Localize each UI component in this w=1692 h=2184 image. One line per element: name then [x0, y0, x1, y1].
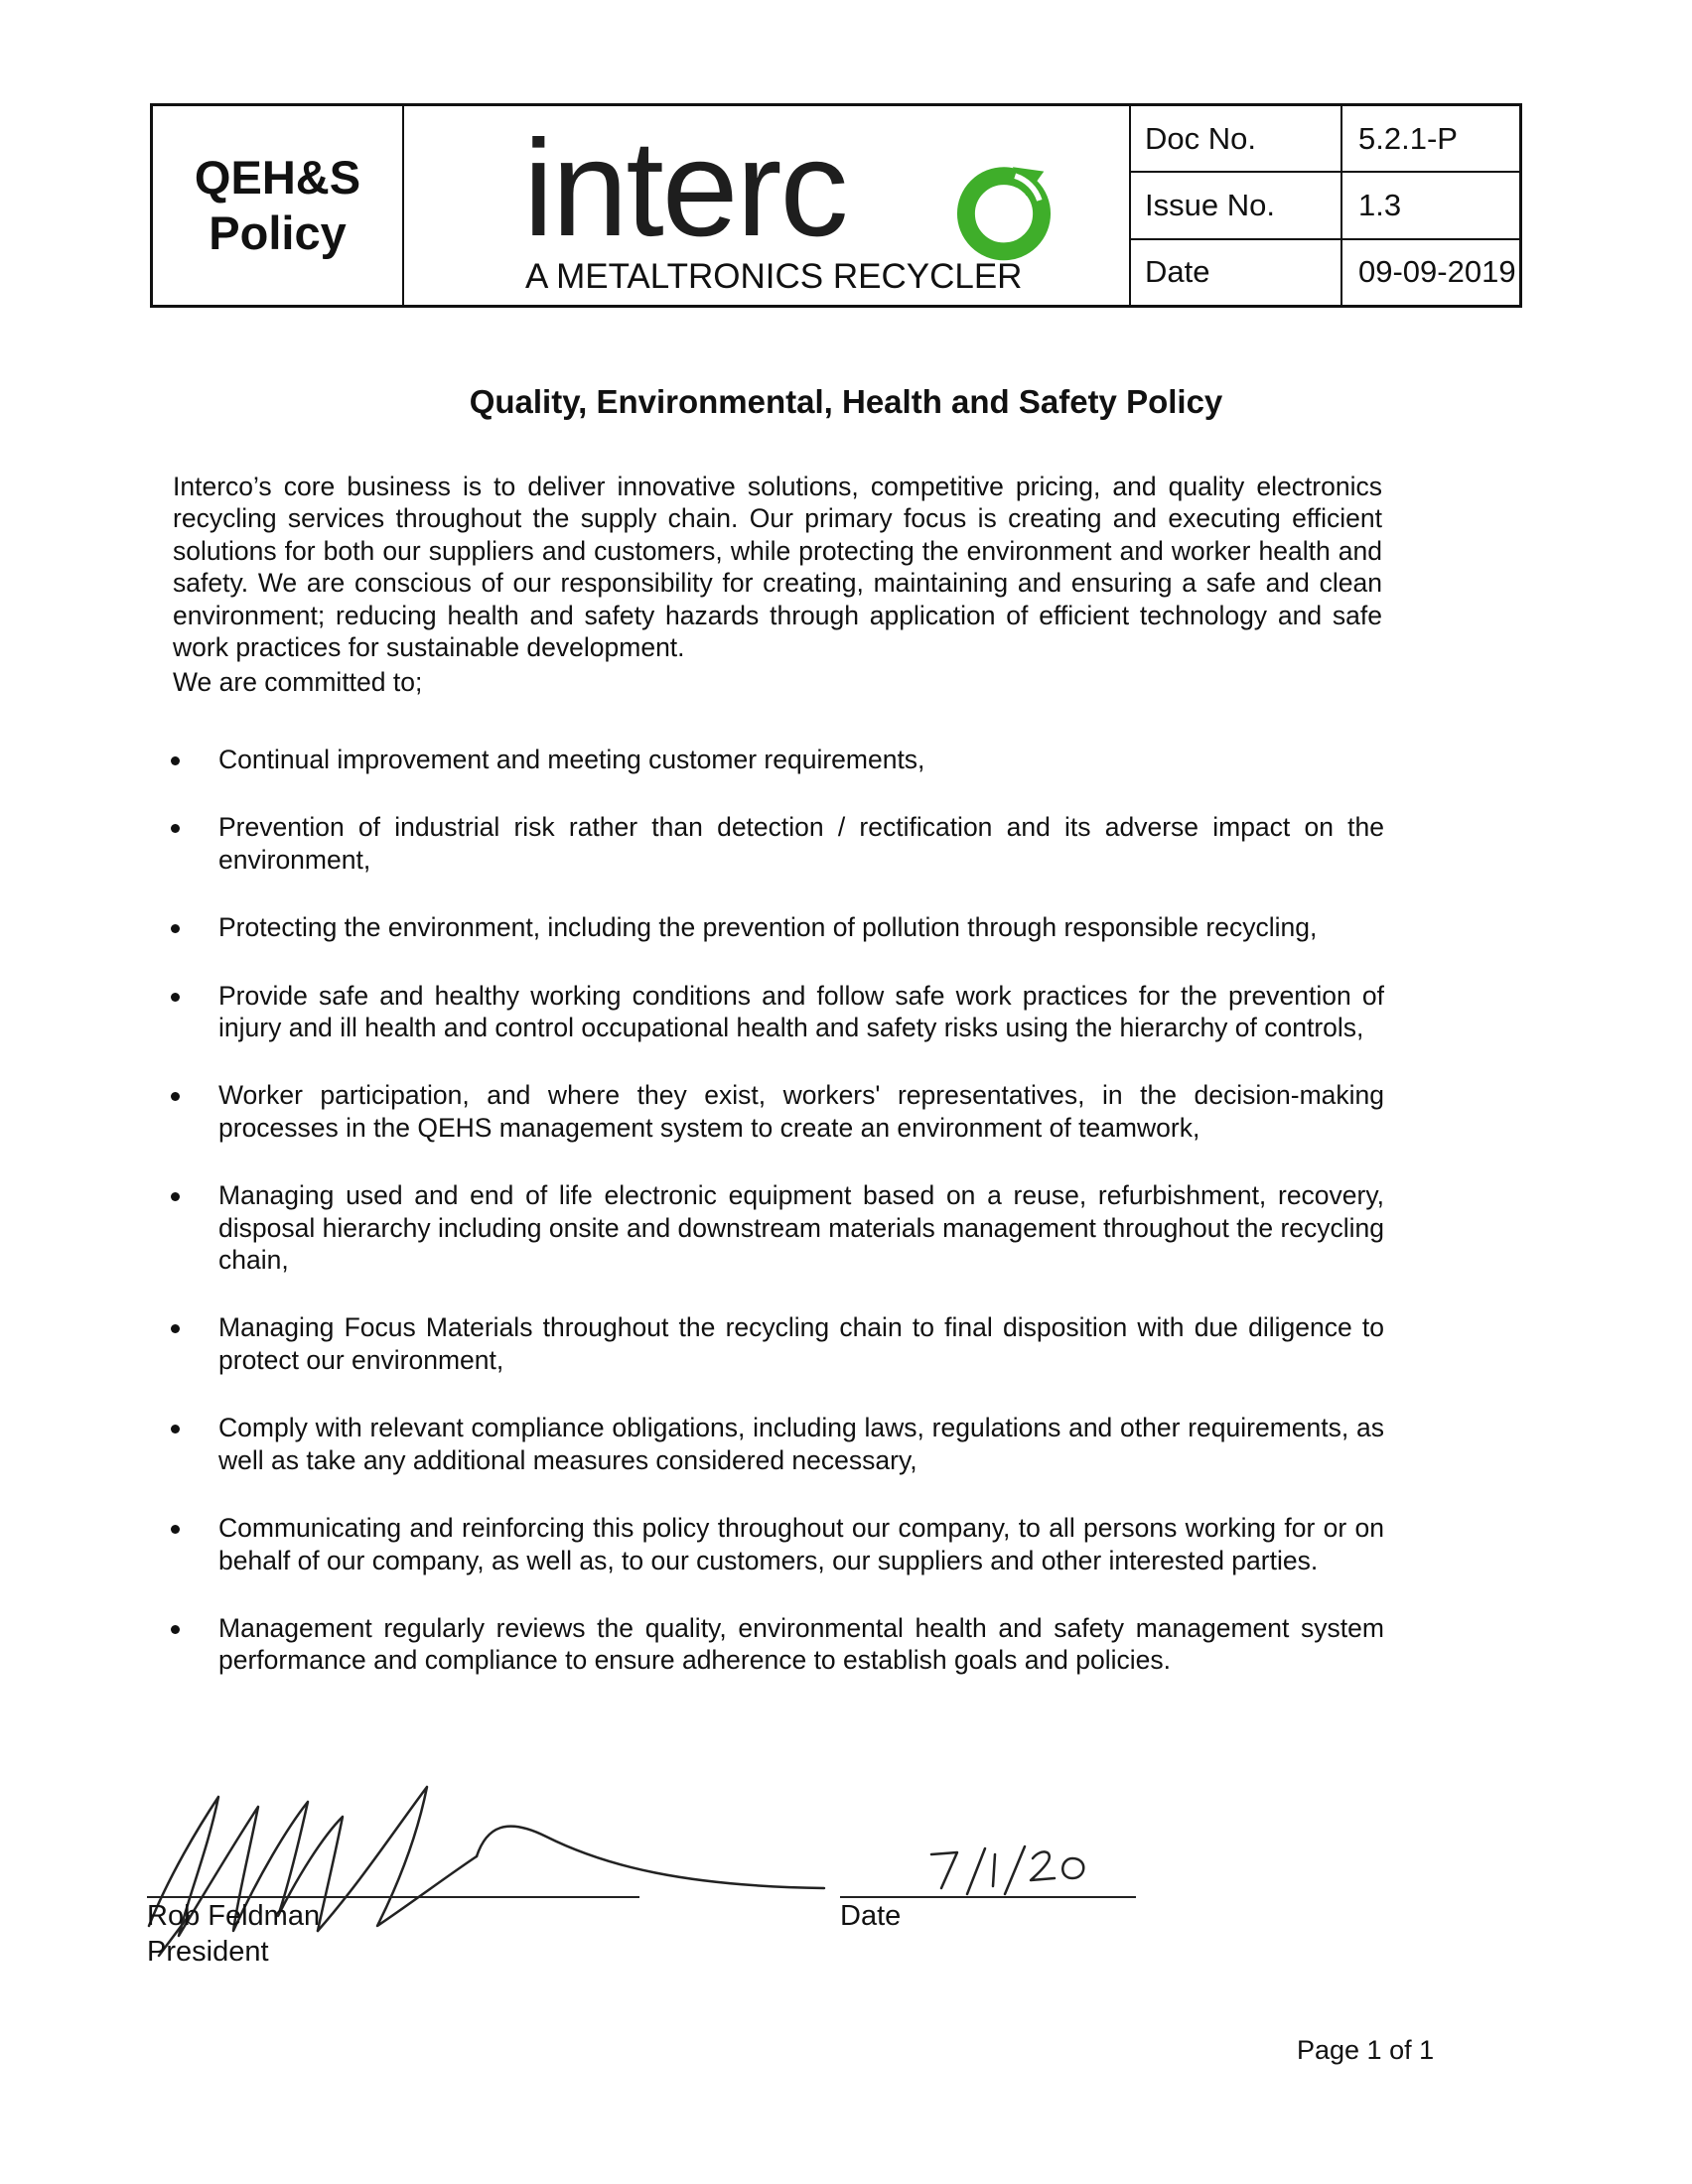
doc-no-row [1131, 106, 1519, 173]
date-value: 09-09-2019 [1358, 254, 1516, 290]
document-header [150, 103, 1522, 308]
date-label: Date [1131, 240, 1342, 305]
signature-date-label: Date [840, 1900, 902, 1932]
issue-no-row [1131, 173, 1519, 239]
list-item [171, 1612, 1384, 1677]
bullet-icon [171, 924, 180, 933]
intro-paragraph: Interco’s core business is to deliver innovative solutions, competitive pricing, and quality electronics recycling services throughout the supply chain. Our primary focus is creating and executing efficient solutions for both our suppliers and customers, while protecting the environment and worker health and safety. We are conscious of our responsibility for creating, maintaining and ensuring a safe and clean environment; reducing health and safety hazards through application of efficient technology and safe work practices for sustainable development. [173, 472, 1382, 663]
logo-wordmark: interc [523, 112, 847, 265]
date-row [1131, 240, 1519, 305]
date-line [840, 1896, 1136, 1898]
list-item [171, 1079, 1384, 1144]
list-item [171, 811, 1384, 876]
list-item-text: Communicating and reinforcing this policy throughout our company, to all persons working for or on behalf of our company, as well as, to our customers, our suppliers and other interested parties. [218, 1513, 1384, 1575]
list-item-text: Management regularly reviews the quality, environmental health and safety management system performance and compliance to ensure adherence to establish goals and policies. [218, 1612, 1384, 1676]
list-item-text: Managing Focus Materials throughout the recycling chain to final disposition with due diligence to protect our environment, [218, 1312, 1384, 1375]
page-number: Page 1 of 1 [1297, 2035, 1435, 2065]
list-item-text: Protecting the environment, including the prevention of pollution through responsible recycling, [218, 912, 1318, 943]
bullet-icon [171, 1092, 180, 1101]
document-meta-table [1131, 106, 1519, 305]
logo-tagline: A METALTRONICS RECYCLER [525, 257, 1023, 296]
list-item [171, 1179, 1384, 1276]
list-item [171, 911, 1384, 943]
page-title: Quality, Environmental, Health and Safety Policy [469, 383, 1223, 420]
list-item-text: Prevention of industrial risk rather than detection / rectification and its adverse impact on the environment, [218, 812, 1384, 875]
bullet-icon [171, 993, 180, 1002]
bullet-icon [171, 824, 180, 833]
list-item [171, 980, 1384, 1044]
bullet-icon [171, 756, 180, 765]
list-item [171, 1412, 1384, 1476]
list-item-text: Managing used and end of life electronic equipment based on a reuse, refurbishment, recovery, disposal hierarchy including onsite and downstream materials management throughout the recycling chain, [218, 1180, 1385, 1276]
issue-no-value: 1.3 [1358, 187, 1402, 222]
doc-no-label: Doc No. [1131, 106, 1342, 171]
bullet-icon [171, 1192, 180, 1201]
committed-heading: We are committed to; [173, 667, 423, 697]
header-label-line1: QEH&S [194, 151, 361, 204]
list-item-text: Comply with relevant compliance obligations, including laws, regulations and other requirements, as well as take any additional measures considered necessary, [218, 1413, 1384, 1475]
list-item-text: Continual improvement and meeting customer requirements, [218, 745, 925, 774]
bullet-icon [171, 1324, 180, 1333]
header-policy-label [153, 106, 404, 305]
list-item [171, 1512, 1384, 1576]
list-item-text: Worker participation, and where they exist, workers' representatives, in the decision-making processes in the QEHS management system to create an environment of teamwork, [218, 1080, 1384, 1143]
bullet-icon [171, 1525, 180, 1534]
signer-title: President [147, 1936, 269, 1968]
list-item [171, 744, 1384, 775]
bullet-icon [171, 1625, 180, 1634]
list-item-text: Provide safe and healthy working conditions and follow safe work practices for the prevention of injury and ill health and control occupational health and safety risks using the hierarchy of controls, [218, 980, 1384, 1043]
commitment-list [171, 744, 1384, 1712]
issue-no-label: Issue No. [1131, 173, 1342, 237]
header-label-line2: Policy [209, 206, 347, 259]
recycle-o-icon [948, 156, 1059, 267]
doc-no-value: 5.2.1-P [1358, 120, 1458, 156]
company-logo [404, 106, 1131, 305]
list-item [171, 1311, 1384, 1376]
signature-line [147, 1896, 639, 1898]
signer-name: Rob Feldman [147, 1900, 321, 1932]
bullet-icon [171, 1425, 180, 1433]
